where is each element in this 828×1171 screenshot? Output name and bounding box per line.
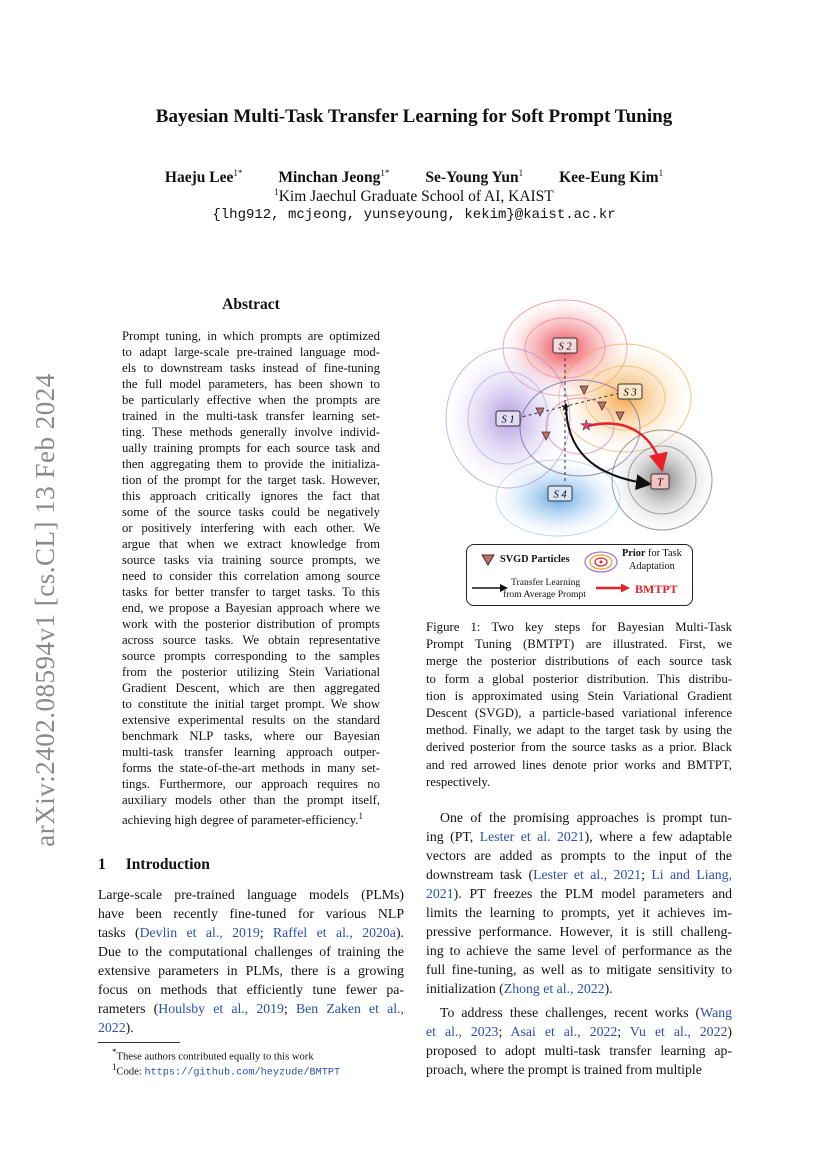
citation-link[interactable]: et al., 2023 [426,1024,499,1039]
author-name [425,168,523,187]
text-line [426,827,732,846]
paper-title: Bayesian Multi-Task Transfer Learning for Soft Prompt Tuning [155,106,673,127]
text-run: To address these challenges, recent works ( [440,1005,701,1020]
text-run: Due to the computational challenges of training the [98,944,404,959]
text-line [426,903,732,922]
citation-link[interactable]: Li and Liang, [651,867,732,882]
author-affiliation-mark: 1* [380,168,390,178]
abstract-line: end, we propose a Bayesian approach where we [122,601,380,615]
text-line [98,904,404,923]
abstract-line: from the posterior utilizing Stein Variational [122,665,380,679]
text-run: have been recently fine-tuned for various NLP [98,906,404,921]
abstract-line: to adapt large-scale pre-trained language mod- [122,345,380,359]
abstract-line: els to downstream tasks instead of fine-tuning [122,361,380,375]
caption-line: derived posterior from the source tasks as a prior. Black [426,740,732,755]
text-run: tasks ( [98,925,140,940]
legend-particles: SVGD Particles [500,554,570,565]
s2-label: S 2 [558,341,572,353]
caption-line: Figure 1: Two key steps for Bayesian Multi-Task [426,620,732,634]
target-label: T [657,477,663,489]
abstract-line: tasks for better transfer to target tasks. To this [122,585,380,599]
footnote-code [112,1062,340,1079]
caption-line: Descent (SVGD), a particle-based variational inference [426,706,732,721]
text-run: ). PT freezes the PLM model parameters and [453,886,732,901]
abstract-line: across source tasks. We obtain representative [122,633,380,647]
text-line [426,941,732,960]
citation-link[interactable]: Wang [700,1005,732,1020]
figure-diagram [440,298,740,538]
footnote-text: These authors contributed equally to this work [116,1051,314,1063]
text-run: proposed to adopt multi-task transfer learning ap- [426,1043,732,1058]
text-run: ). [395,925,404,940]
abstract-line: trained in the multi-task transfer learning set- [122,409,380,423]
legend-transfer-line1: Transfer Learning [511,577,581,588]
abstract-line: the full model parameters, has been shown to [122,377,380,391]
author-list [0,168,828,187]
abstract-line: this approach critically ignores the fact that [122,489,380,503]
s4-label: S 4 [553,489,567,501]
abstract-line: argue that when we extract knowledge from [122,537,380,551]
legend-prior [622,548,682,559]
affiliation-text: Kim Jaechul Graduate School of AI, KAIST [278,188,554,206]
author-affiliation-mark: 1 [518,168,524,178]
legend-prior-rest: for Task [645,548,682,559]
abstract-line: be particularly effective when the prompts are [122,393,380,407]
caption-line: method. Finally, we adapt to the target task by using the [426,723,732,738]
abstract-line: achieving high degree of parameter-efficiency. [122,813,359,828]
text-line [98,923,404,942]
abstract-line: ting. These methods generally involve individ- [122,425,380,439]
text-run: ; [259,925,273,940]
figure-legend [466,544,693,606]
citation-link[interactable]: Lester et al., 2021 [533,867,642,882]
legend-prior-line2: Adaptation [629,561,675,572]
caption-line: respectively. [426,774,491,789]
figure-caption [426,619,732,791]
abstract-heading: Abstract [222,296,280,313]
text-line [98,961,404,980]
citation-link[interactable]: 2022 [98,1020,126,1035]
text-run: pressive performance. However, it is still challeng- [426,924,732,939]
abstract-body [122,328,380,828]
abstract-line: extensive experimental results on the standard [122,713,380,727]
intro-left-paragraph [98,885,404,1037]
text-line [426,884,732,903]
text-line [426,960,732,979]
author-name-text: Se-Young Yun [425,169,519,187]
abstract-line: tings. Furthermore, our approach requires no [122,777,380,791]
author-affiliation-mark: 1* [233,168,243,178]
abstract-line: Prompt tuning, in which prompts are optimized [122,329,380,343]
caption-line: merge the posterior distributions of each source task [426,654,732,669]
text-line [98,942,404,961]
abstract-footnote-mark: 1 [358,811,363,821]
abstract-line: need to consider this correlation among source [122,569,380,583]
author-emails: {lhg912, mcjeong, yunseyoung, kekim}@kaist.ac.kr [212,207,616,223]
legend-bmtpt: BMTPT [635,582,678,596]
caption-line: tion is approximated using Stein Variational Gradient [426,688,732,703]
abstract-line: some of the source tasks could be negatively [122,505,380,519]
intro-right-paragraph-2 [426,1003,732,1079]
section-heading [98,856,210,874]
text-line [426,1022,732,1041]
text-line [98,885,404,904]
text-line [426,1041,732,1060]
legend-prior-bold: Prior [622,548,646,559]
author-name [278,168,389,187]
text-run: ), where a few adaptable [584,829,733,844]
arxiv-stamp: arXiv:2402.08594v1 [cs.CL] 13 Feb 2024 [30,373,60,847]
abstract-line: to constitute the initial target prompt. We show [122,697,380,711]
particle-legend-icon [481,554,495,566]
caption-line: and red arrowed lines denote prior works and BMTPT, [426,757,732,772]
abstract-line: ually training prompts for each source task and [122,441,380,455]
text-run: full fine-tuning, as well as to mitigate sensitivity to [426,962,732,977]
abstract-line: tion of the prompt for the target task. However, [122,473,380,487]
text-line [426,808,732,827]
text-run: limits the learning to prompts, yet it achieves im- [426,905,732,920]
footnote-mark: 1 [112,1062,117,1072]
caption-line: Prompt Tuning (BMTPT) are illustrated. First, we [426,637,732,652]
text-run: ) [727,1024,732,1039]
abstract-line: work with the posterior distribution of prompts [122,617,380,631]
text-run: ing (PT, [426,829,480,844]
text-run: downstream task ( [426,867,534,882]
text-run: ). [604,981,613,996]
footnote-rule [98,1042,180,1043]
text-run: vectors are added as prompts to the input of the [426,848,732,863]
text-line [426,865,732,884]
citation-link[interactable]: Houlsby et al., 2019 [158,1001,284,1016]
author-affiliation-mark: 1 [658,168,664,178]
text-run: ). [125,1020,134,1035]
affiliation [0,187,828,206]
abstract-line: source tasks via training source prompts, we [122,553,380,567]
text-line [426,979,732,998]
text-run: rameters ( [98,1001,159,1016]
prior-legend-icon [583,550,619,574]
text-run: proach, where the prompt is trained from multiple [426,1062,702,1077]
author-name [165,168,242,187]
footnote-mark: * [112,1047,117,1057]
section-number: 1 [98,856,106,873]
caption-line: to form a global posterior distribution. This distribu- [426,671,732,686]
citation-link[interactable]: Asai et al., 2022 [510,1024,618,1039]
text-line [426,1060,732,1079]
text-line [98,999,404,1018]
citation-link[interactable]: Devlin et al., 2019 [139,925,260,940]
author-name-text: Haeju Lee [164,169,234,187]
abstract-line: forms the state-of-the-art methods in many set- [122,761,380,775]
footnote-equal-contribution [112,1047,314,1063]
affiliation-mark: 1 [274,187,279,197]
text-run: ; [283,1001,296,1016]
citation-link[interactable]: Vu et al., 2022 [629,1024,728,1039]
author-name-text: Kee-Eung Kim [559,169,659,187]
bmtpt-legend-arrow-icon [595,583,631,593]
abstract-line: auxiliary models other than the prompt itself, [122,793,380,807]
text-run: ; [641,867,652,882]
section-title: Introduction [125,856,210,873]
author-name-text: Minchan Jeong [278,169,381,187]
text-line [98,980,404,999]
code-link[interactable]: https://github.com/heyzude/BMTPT [144,1067,341,1079]
citation-link[interactable]: Zhong et al., 2022 [503,981,605,996]
citation-link[interactable]: Ben Zaken et al., [295,1001,404,1016]
text-run: ing to achieve the same level of performance as the [426,943,732,958]
abstract-line: multi-task transfer learning approach outper- [122,745,380,759]
s3-label: S 3 [623,387,637,399]
text-run: focus on methods that efficiently tune fewer pa- [98,982,404,997]
posterior-star-icon: ★ [580,419,593,434]
text-run: extensive parameters in PLMs, there is a growing [98,963,404,978]
average-star-icon: ★ [560,400,571,414]
s1-label: S 1 [501,414,515,426]
text-line [426,1003,732,1022]
text-run: ; [498,1024,511,1039]
abstract-line: benchmark NLP tasks, where our Bayesian [122,729,380,743]
text-run: ; [617,1024,630,1039]
text-line [426,922,732,941]
abstract-line: Gradient Descent, which are then aggregated [122,681,380,695]
abstract-line: source prompts corresponding to the samples [122,649,380,663]
legend-transfer-line2: from Average Prompt [503,589,586,600]
text-run: initialization ( [426,981,504,996]
text-line [426,846,732,865]
abstract-line: then aggregating them to provide the initializa- [122,457,380,471]
text-run: One of the promising approaches is prompt tun- [440,810,732,825]
text-run: Large-scale pre-trained language models (PLMs) [98,887,404,902]
abstract-line: or positively interfering with each other. We [122,521,380,535]
footnote-text: Code: [116,1066,145,1078]
citation-link[interactable]: 2021 [426,886,454,901]
intro-right-paragraph-1 [426,808,732,998]
author-name [559,168,663,187]
text-line [98,1018,404,1037]
citation-link[interactable]: Raffel et al., 2020a [272,925,396,940]
citation-link[interactable]: Lester et al. 2021 [479,829,585,844]
